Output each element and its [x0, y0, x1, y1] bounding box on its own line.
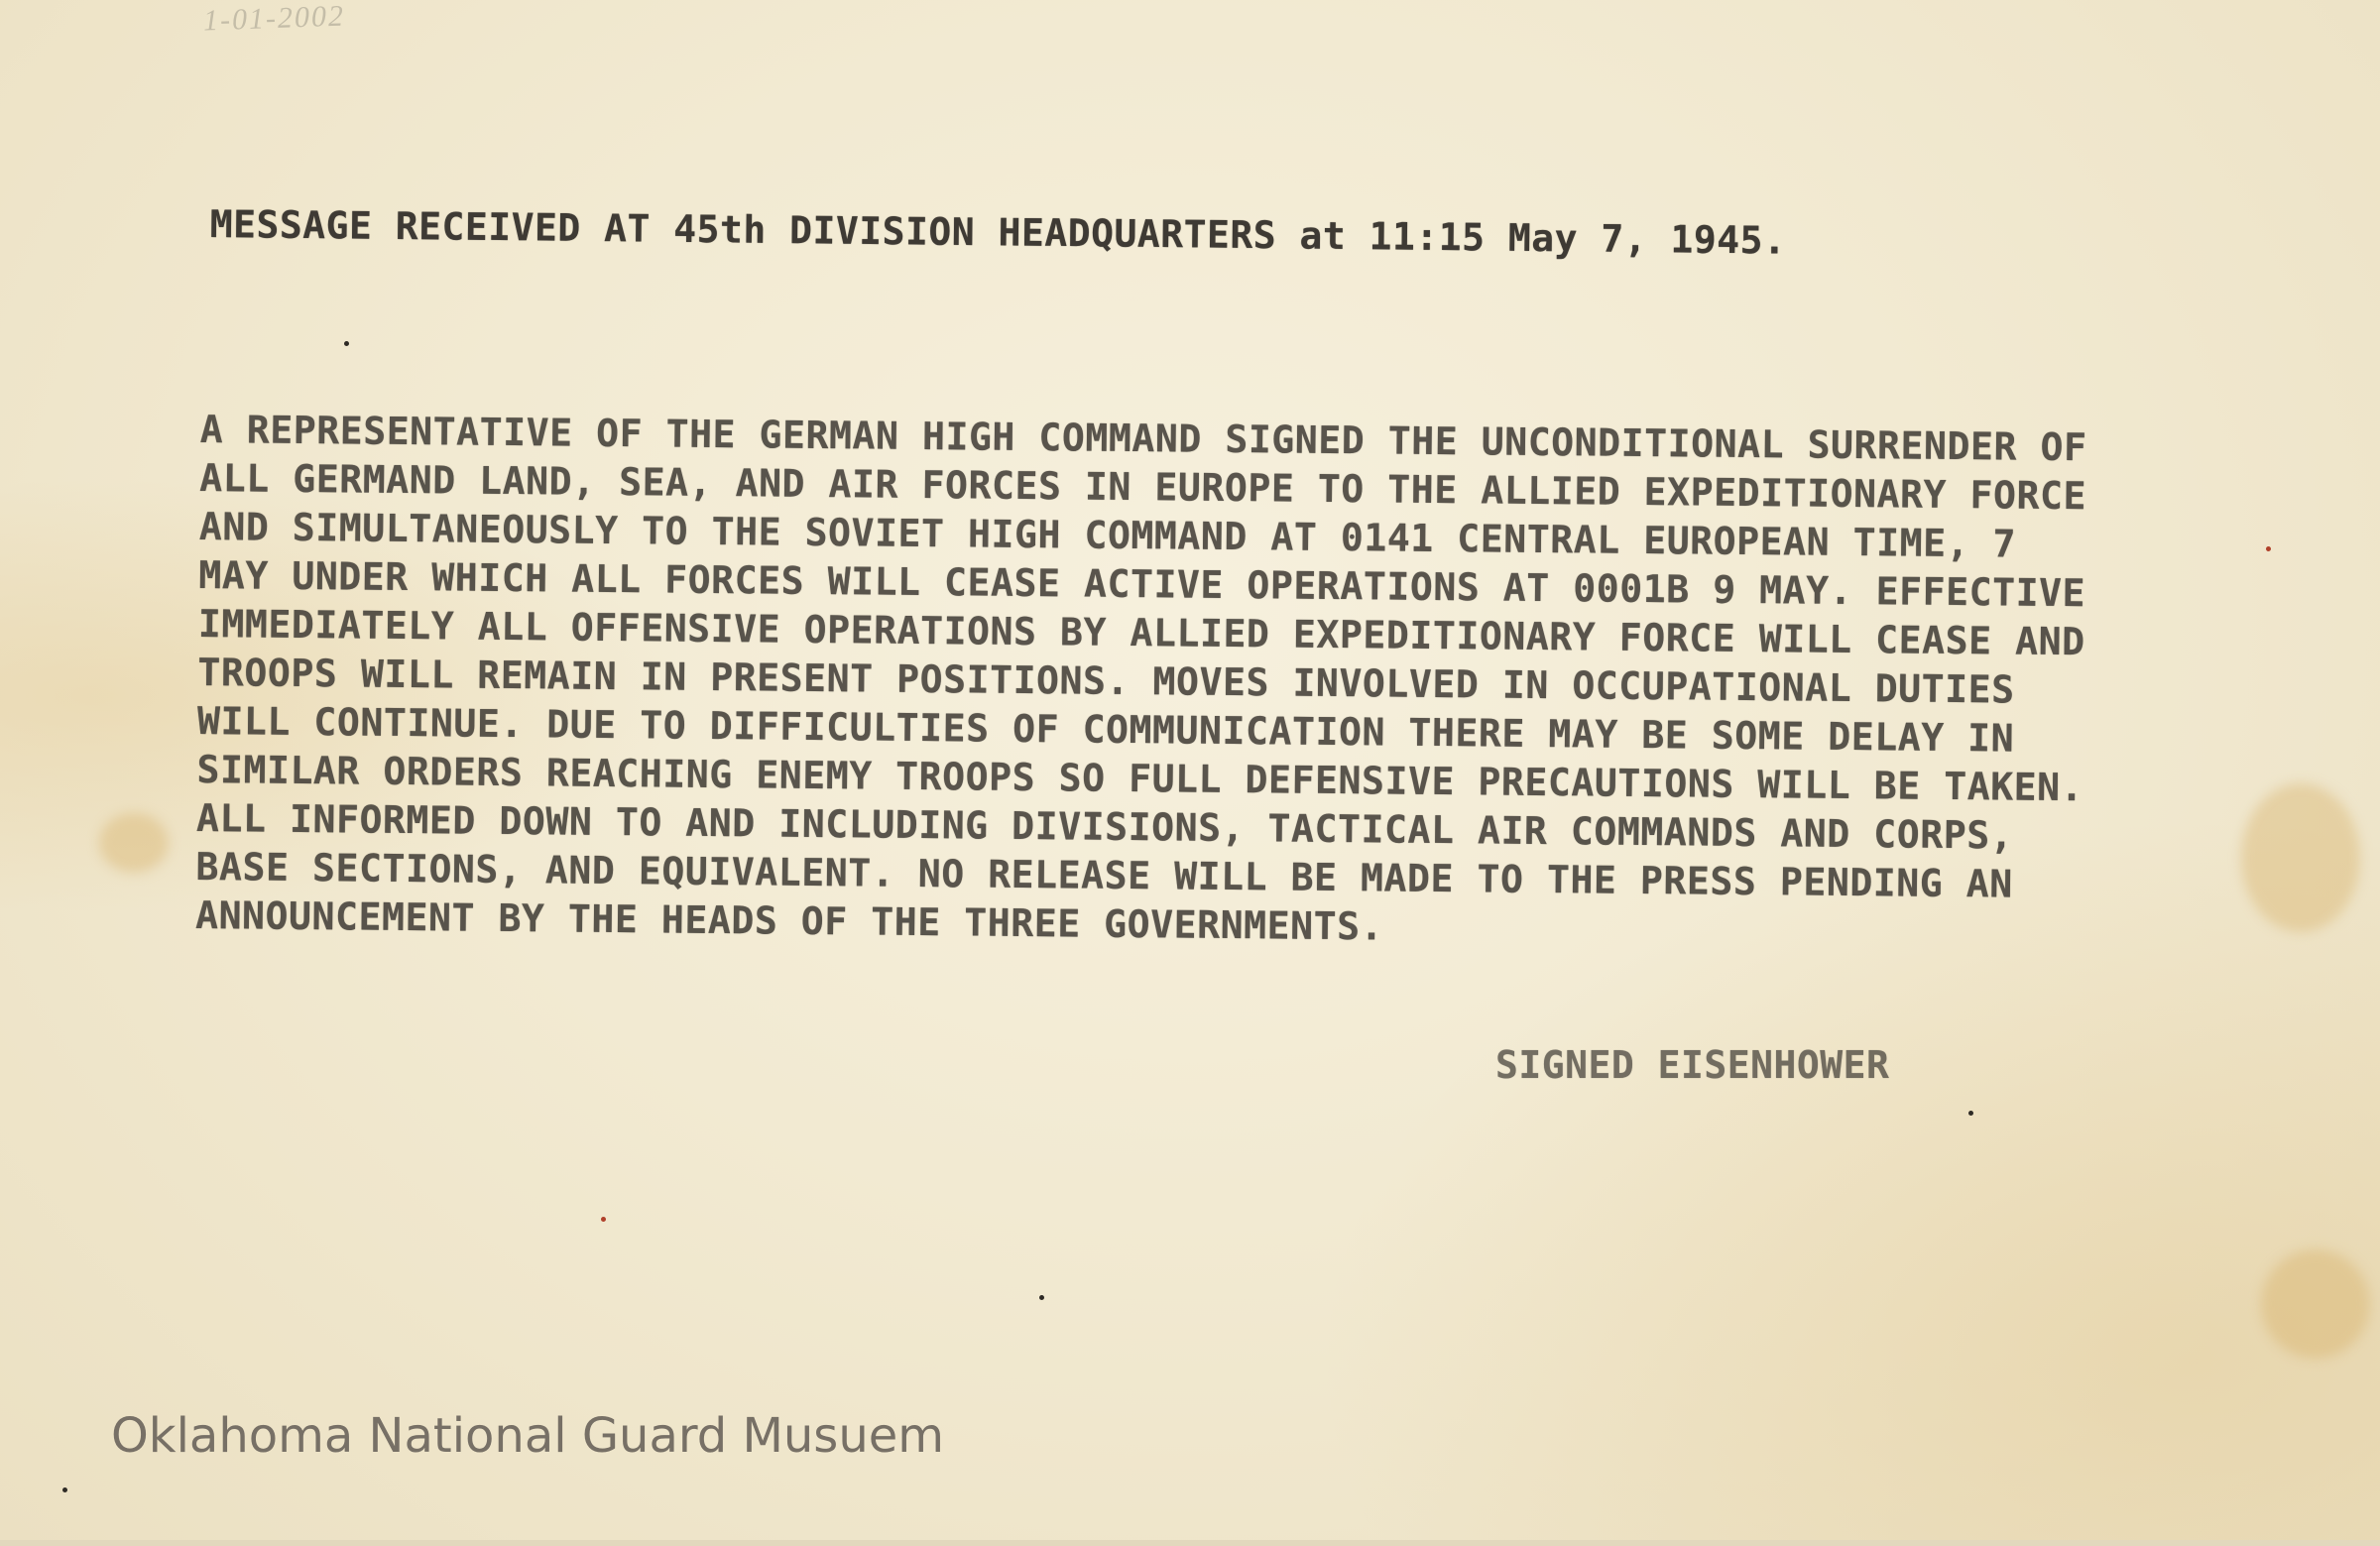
message-body: [195, 407, 2313, 961]
signature: SIGNED EISENHOWER: [1495, 1043, 1890, 1087]
archive-mark: 1-01-2002: [202, 0, 346, 38]
body-line: ANNOUNCEMENT BY THE HEADS OF THE THREE GOVERNMENTS.: [194, 893, 1384, 950]
body-line: ALL INFORMED DOWN TO AND INCLUDING DIVISIONS, TACTICAL AIR COMMANDS AND CORPS,: [195, 796, 2014, 859]
body-line: WILL CONTINUE. DUE TO DIFFICULTIES OF COMMUNICATION THERE MAY BE SOME DELAY IN: [196, 699, 2015, 762]
body-line: AND SIMULTANEOUSLY TO THE SOVIET HIGH COMMAND AT 0141 CENTRAL EUROPEAN TIME, 7: [198, 505, 2017, 567]
speck: [601, 1217, 606, 1222]
body-line: A REPRESENTATIVE OF THE GERMAN HIGH COMMAND SIGNED THE UNCONDITIONAL SURRENDER OF: [199, 408, 2087, 471]
museum-credit: Oklahoma National Guard Musuem: [111, 1408, 945, 1464]
speck: [1968, 1111, 1973, 1116]
speck: [1039, 1295, 1044, 1300]
stain-bottom-right: [2261, 1249, 2370, 1359]
body-line: ALL GERMAND LAND, SEA, AND AIR FORCES IN EUROPE TO THE ALLIED EXPEDITIONARY FORCE: [199, 456, 2087, 520]
message-header: MESSAGE RECEIVED AT 45th DIVISION HEADQUARTERS at 11:15 May 7, 1945.: [209, 202, 1787, 263]
body-line: BASE SECTIONS, AND EQUIVALENT. NO RELEASE WILL BE MADE TO THE PRESS PENDING AN: [195, 845, 2013, 907]
stain-left: [99, 813, 169, 873]
speck: [344, 341, 349, 346]
speck: [62, 1487, 67, 1492]
body-line: IMMEDIATELY ALL OFFENSIVE OPERATIONS BY ALLIED EXPEDITIONARY FORCE WILL CEASE AND: [197, 602, 2085, 665]
speck: [2266, 546, 2271, 551]
body-line: TROOPS WILL REMAIN IN PRESENT POSITIONS. MOVES INVOLVED IN OCCUPATIONAL DUTIES: [197, 651, 2015, 713]
paper-edge: [0, 1540, 2380, 1546]
body-line: MAY UNDER WHICH ALL FORCES WILL CEASE ACTIVE OPERATIONS AT 0001B 9 MAY. EFFECTIVE: [198, 553, 2086, 617]
body-line: SIMILAR ORDERS REACHING ENEMY TROOPS SO FULL DEFENSIVE PRECAUTIONS WILL BE TAKEN.: [196, 748, 2084, 811]
